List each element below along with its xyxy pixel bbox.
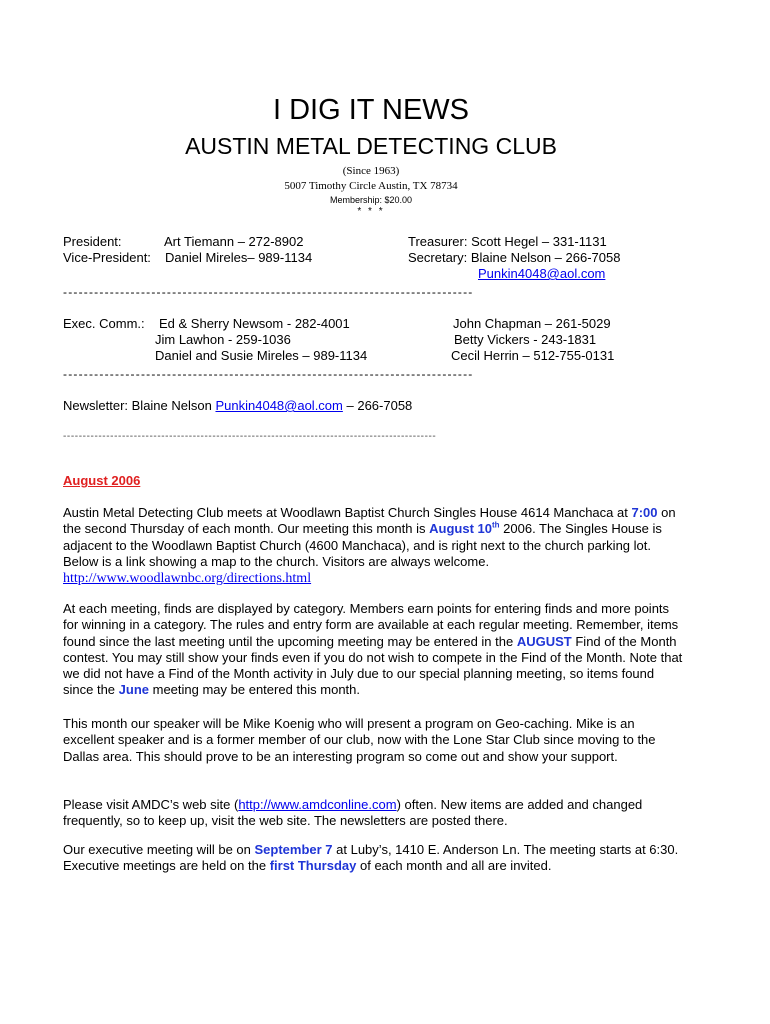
vp-name: Daniel Mireles– 989-1134: [165, 250, 313, 265]
paragraph-text: ) often. New items are added and changed frequently, so to keep up, visit the web site. The newsletters are posted there.: [63, 797, 643, 829]
exec-meeting-day: first Thursday: [269, 858, 357, 874]
club-name: AUSTIN METAL DETECTING CLUB: [185, 133, 557, 159]
exec-member: Betty Vickers - 243-1831: [454, 332, 597, 347]
newsletter-editor: [63, 398, 412, 414]
june-highlight: June: [118, 682, 149, 698]
exec-comm-label: Exec. Comm.:: [63, 316, 145, 331]
paragraph-text: 2006. The Singles House is adjacent to the Woodlawn Baptist Church (4600 Manchaca), and is right next to the church parking lot. Below is a link showing a map to the church. Visitors are always welcome.: [63, 521, 662, 569]
exec-member: Jim Lawhon - 259-1036: [155, 332, 291, 347]
paragraph-text: Find of the Month contest. You may still show your finds even if you do not wish to compete in the Find of the Month. Note that we did not have a Find of the Month activity in July due to our special planning meeting, so items found since the: [63, 633, 683, 698]
directions-link[interactable]: http://www.woodlawnbc.org/directions.html: [63, 571, 312, 587]
website-link[interactable]: http://www.amdconline.com: [238, 797, 397, 812]
divider-line: -------------------------------------------------------------------------------: [63, 368, 474, 380]
president-name: Art Tiemann – 272-8902: [164, 234, 304, 249]
website-paragraph: [63, 797, 683, 830]
masthead: [0, 92, 742, 218]
exec-member: John Chapman – 261-5029: [453, 316, 611, 331]
paragraph-text: meeting may be entered this month.: [149, 682, 361, 698]
meeting-date-text: August 10: [429, 521, 492, 537]
month-heading: August 2006: [63, 473, 141, 488]
treasurer: Treasurer: Scott Hegel – 331-1131: [408, 234, 607, 249]
divider-line: -------------------------------------------------------------------------------: [63, 286, 474, 298]
paragraph-text: at Luby’s, 1410 E. Anderson Ln. The meeting starts at 6:30. Executive meetings are held on the: [63, 842, 679, 874]
contest-month: AUGUST: [516, 633, 572, 649]
newsletter-phone: – 266-7058: [346, 398, 413, 413]
exec-member: Ed & Sherry Newsom - 282-4001: [159, 316, 350, 331]
exec-meeting-date: September 7: [254, 842, 333, 857]
exec-meeting-paragraph: [63, 842, 683, 875]
meeting-time: 7:00: [631, 505, 658, 520]
paragraph-text: At each meeting, finds are displayed by category. Members earn points for entering finds and more points for winning in a category. The rules and entry form are available at each regular meeting. Remember, items found since the last meeting until the upcoming meeting may be entered in the: [63, 601, 679, 649]
paragraph-text: Austin Metal Detecting Club meets at Woodlawn Baptist Church Singles House 4614 Manchaca at: [63, 505, 628, 520]
exec-member: Cecil Herrin – 512-755-0131: [451, 348, 615, 363]
paragraph-text: on the second Thursday of each month. Our meeting this month is: [63, 505, 676, 537]
vp-label: Vice-President:: [63, 250, 151, 265]
newsletter-email-link[interactable]: Punkin4048@aol.com: [215, 398, 343, 413]
newsletter-title: I DIG IT NEWS: [272, 94, 470, 126]
paragraph-text: Please visit AMDC’s web site (: [63, 797, 239, 812]
membership-fee: Membership: $20.00: [329, 195, 413, 205]
meeting-date: [429, 521, 499, 536]
finds-paragraph: [63, 601, 683, 699]
secretary-email-link[interactable]: Punkin4048@aol.com: [478, 266, 606, 281]
paragraph-text: Our executive meeting will be on: [63, 842, 255, 857]
date-suffix: th: [491, 520, 500, 530]
speaker-paragraph: This month our speaker will be Mike Koenig who will present a program on Geo-caching. Mike is an excellent speaker and is a former member of our club, now with the Lone Star Club since moving to the Dallas area. This should prove to be an interesting program so come out and show your support.: [63, 716, 656, 764]
newsletter-editor-name: Newsletter: Blaine Nelson: [63, 398, 212, 413]
paragraph-text: of each month and all are invited.: [356, 858, 552, 874]
meeting-info-paragraph: [63, 505, 683, 587]
divider-line: -----------------------------------------------------------------------------------------------: [63, 431, 437, 442]
star-separator: * * *: [357, 206, 385, 217]
since-year: (Since 1963): [342, 165, 400, 177]
secretary: Secretary: Blaine Nelson – 266-7058: [408, 250, 621, 265]
club-address: 5007 Timothy Circle Austin, TX 78734: [284, 180, 458, 192]
president-label: President:: [63, 234, 122, 249]
exec-member: Daniel and Susie Mireles – 989-1134: [155, 348, 368, 363]
